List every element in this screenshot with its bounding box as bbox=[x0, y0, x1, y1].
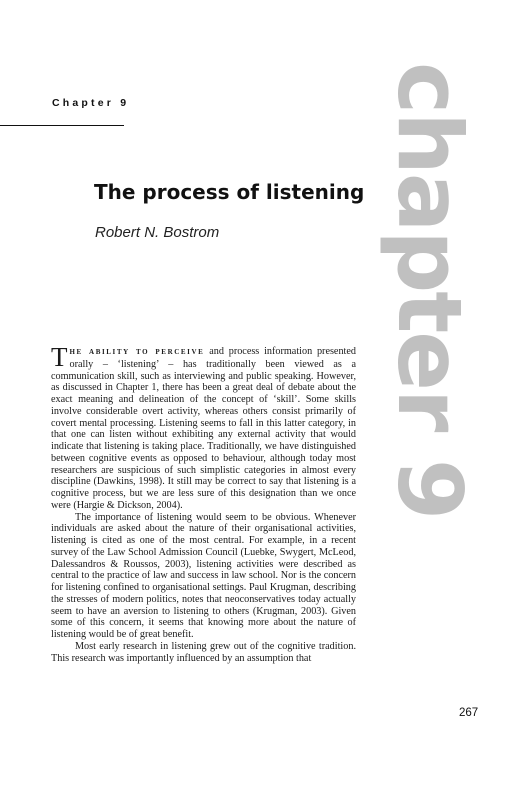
paragraph-2: The importance of listening would seem to be obvious. Whenever individuals are asked about the nature of their organisational activities, listening is cited as one of the most central. For example, in a recent survey of the Law School Admission Council (Luebke, Swygert, McLeod, Dalessandros & Roussos, 2003), listening activities were described as central to the practice of law and success in law school. Nor is the concern for listening confined to organisational settings. Paul Krugman, describing the stresses of modern politics, notes that neoconservatives today actually seem to have an aversion to listening to others (Krugman, 2003). Given some of this concern, it seems that knowing more about the nature of listening would be of great benefit. bbox=[51, 511, 356, 640]
paragraph-3: Most early research in listening grew out of the cognitive tradition. This research was importantly influenced by an assumption that bbox=[51, 640, 356, 664]
chapter-label: Chapter 9 bbox=[52, 97, 130, 109]
chapter-side-tab: chapter 9 bbox=[378, 62, 481, 519]
opening-small-caps: he ability to perceive bbox=[69, 347, 205, 357]
drop-cap: T bbox=[51, 342, 68, 372]
chapter-author: Robert N. Bostrom bbox=[95, 224, 220, 241]
body-text bbox=[51, 342, 356, 664]
chapter-title: The process of listening bbox=[94, 180, 365, 204]
chapter-rule bbox=[0, 125, 124, 126]
paragraph-1-text: and process information presented orally – ‘listening’ – has traditionally been viewed as a communication skill, such as interviewing and public speaking. However, as discussed in Chapter 1, there has been a great deal of debate about the exact meaning and delineation of the concept of ‘skill’. Some skills involve considerable overt activity, whereas others consist primarily of covert mental processing. Listening seems to fall in this latter category, in that one can listen without exhibiting any external activity that would indicate that listening is taking place. Traditionally, we have distinguished between cognitive events as opposed to behaviour, although today most researchers are suspicious of such simplistic categories in almost every discipline (Dawkins, 1998). It still may be correct to say that listening is a cognitive process, but we are less sure of this designation than we once were (Hargie & Dickson, 2004). bbox=[51, 346, 356, 511]
page-number: 267 bbox=[459, 707, 479, 719]
paragraph-1 bbox=[51, 342, 356, 512]
